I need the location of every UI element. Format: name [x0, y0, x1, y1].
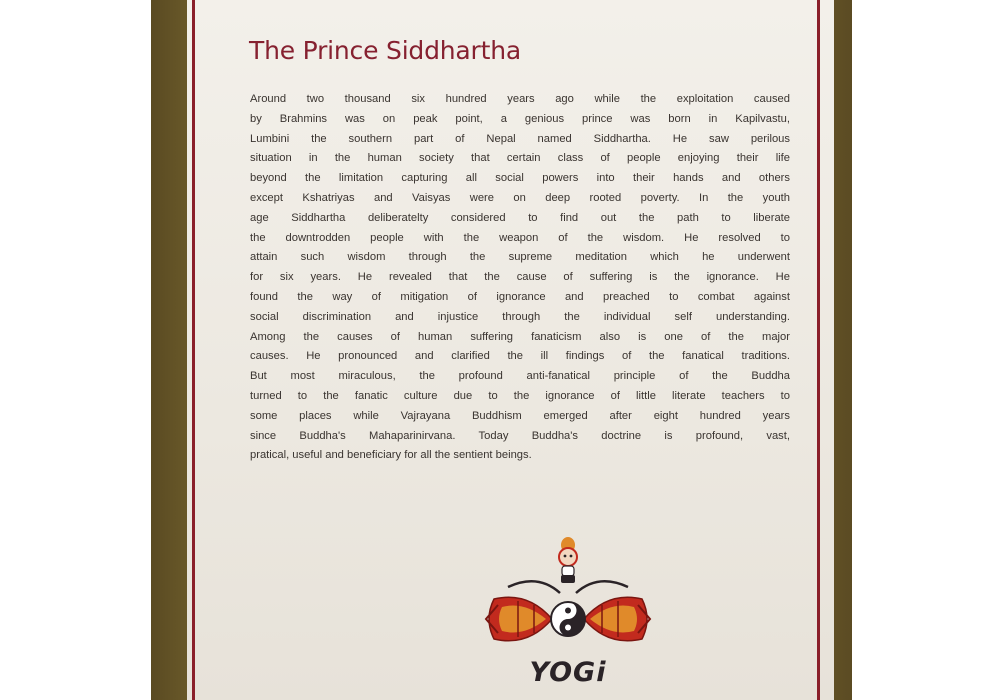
body-line: the downtrodden people with the weapon of the wisdom. He resolved to — [250, 231, 790, 244]
body-line: beyond the limitation capturing all social powers into their hands and others — [250, 172, 790, 185]
body-line: causes. He pronounced and clarified the ill findings of the fanatical traditions. — [250, 350, 790, 363]
right-border-line — [817, 0, 820, 700]
body-line: age Siddhartha deliberatelty considered to find out the path to liberate — [250, 211, 790, 224]
body-line: Lumbini the southern part of Nepal named Siddhartha. He saw perilous — [250, 132, 790, 145]
body-line: attain such wisdom through the supreme meditation which he underwent — [250, 251, 790, 264]
body-line: some places while Vajrayana Buddhism emerged after eight hundred years — [250, 409, 790, 422]
body-line: since Buddha's Mahaparinirvana. Today Buddha's doctrine is profound, vast, — [250, 429, 790, 442]
body-line: Around two thousand six hundred years ago while the exploitation caused — [250, 93, 790, 105]
body-line: Among the causes of human suffering fanaticism also is one of the major — [250, 330, 790, 343]
left-border-line — [192, 0, 195, 700]
body-line: situation in the human society that certain class of people enjoying their life — [250, 152, 790, 165]
body-line: But most miraculous, the profound anti-fanatical principle of the Buddha — [250, 370, 790, 383]
body-line: except Kshatriyas and Vaisyas were on deep rooted poverty. In the youth — [250, 191, 790, 204]
body-line: social discrimination and injustice through the individual self understanding. — [250, 310, 790, 323]
panel-title: The Prince Siddhartha — [249, 36, 521, 65]
body-line: found the way of mitigation of ignorance and preached to combat against — [250, 290, 790, 303]
body-line: for six years. He revealed that the cause of suffering is the ignorance. He — [250, 271, 790, 284]
panel-body — [250, 90, 790, 466]
logo-wordmark: YOGi — [529, 657, 607, 688]
body-line: by Brahmins was on peak point, a genious prince was born in Kapilvastu, — [250, 112, 790, 125]
body-line: turned to the fanatic culture due to the ignorance of little literate teachers to — [250, 389, 790, 402]
wooden-board — [151, 0, 852, 700]
vajra-yin-yang-emblem-icon — [478, 535, 658, 660]
yogi-logo — [478, 535, 658, 695]
body-line: pratical, useful and beneficiary for all the sentient beings. — [250, 449, 532, 462]
info-panel — [187, 0, 834, 700]
